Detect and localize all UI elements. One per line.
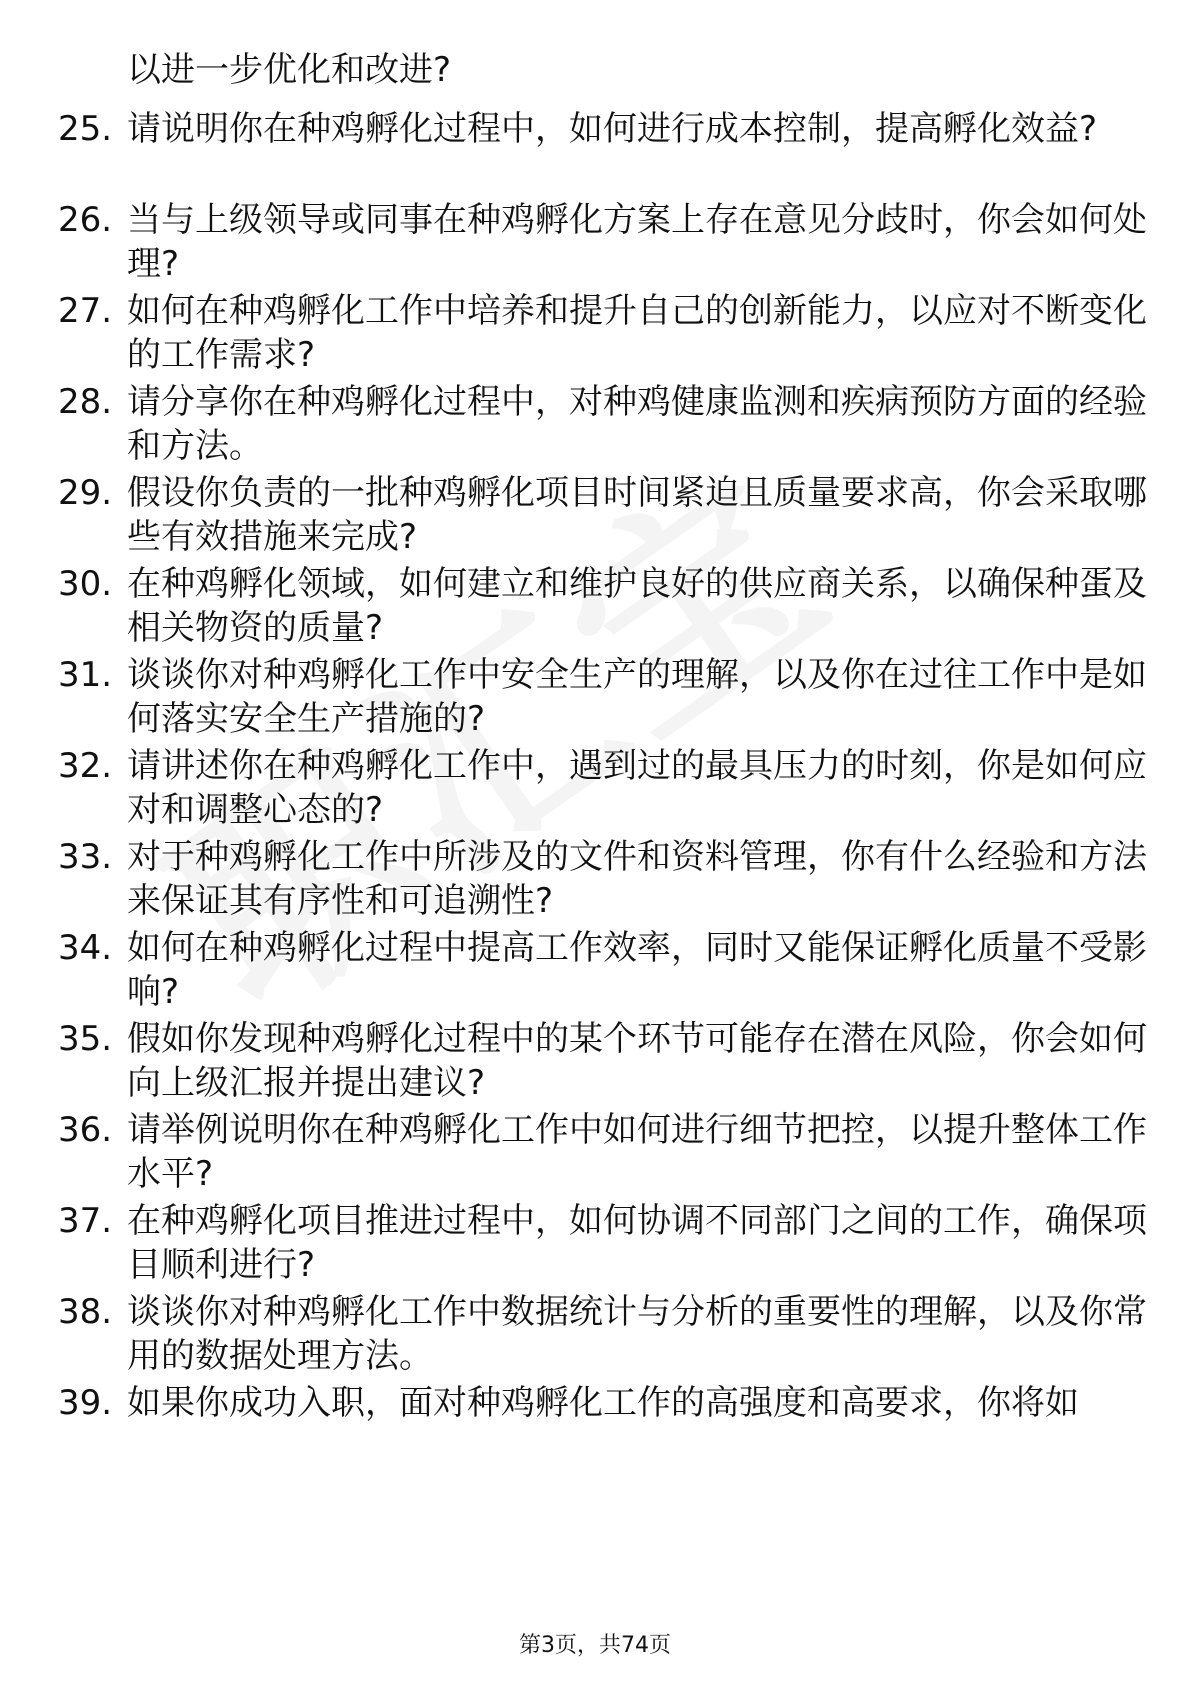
- item-number: 30.: [58, 564, 113, 604]
- item-number: 31.: [58, 655, 113, 695]
- item-text: 当与上级领导或同事在种鸡孵化方案上存在意见分歧时，你会如何处理?: [127, 200, 1147, 284]
- item-number: 33.: [58, 837, 113, 877]
- item-text: 如何在种鸡孵化过程中提高工作效率，同时又能保证孵化质量不受影响?: [127, 928, 1147, 1012]
- item-text: 假设你负责的一批种鸡孵化项目时间紧迫且质量要求高，你会采取哪些有效措施来完成?: [127, 473, 1147, 557]
- item-number: 38.: [58, 1292, 113, 1332]
- item-text: 谈谈你对种鸡孵化工作中数据统计与分析的重要性的理解，以及你常用的数据处理方法。: [127, 1292, 1147, 1376]
- item-text: 请讲述你在种鸡孵化工作中，遇到过的最具压力的时刻，你是如何应对和调整心态的?: [127, 746, 1147, 830]
- page-footer: 第3页，共74页: [519, 1633, 671, 1658]
- item-text: 在种鸡孵化领域，如何建立和维护良好的供应商关系，以确保种蛋及相关物资的质量?: [127, 564, 1147, 648]
- item-text: 假如你发现种鸡孵化过程中的某个环节可能存在潜在风险，你会如何向上级汇报并提出建议?: [127, 1019, 1147, 1103]
- continuation-line: 以进一步优化和改进?: [127, 50, 452, 90]
- item-text: 请分享你在种鸡孵化过程中，对种鸡健康监测和疾病预防方面的经验和方法。: [127, 382, 1147, 466]
- item-number: 34.: [58, 928, 113, 968]
- item-number: 28.: [58, 382, 113, 422]
- item-number: 25.: [58, 109, 113, 149]
- item-number: 26.: [58, 200, 113, 240]
- item-text: 谈谈你对种鸡孵化工作中安全生产的理解，以及你在过往工作中是如何落实安全生产措施的?: [127, 655, 1147, 739]
- item-text: 如何在种鸡孵化工作中培养和提升自己的创新能力，以应对不断变化的工作需求?: [127, 291, 1147, 375]
- item-number: 29.: [58, 473, 113, 513]
- item-number: 39.: [58, 1383, 113, 1423]
- item-number: 32.: [58, 746, 113, 786]
- item-number: 35.: [58, 1019, 113, 1059]
- item-number: 36.: [58, 1110, 113, 1150]
- item-text: 在种鸡孵化项目推进过程中，如何协调不同部门之间的工作，确保项目顺利进行?: [127, 1201, 1147, 1285]
- item-number: 27.: [58, 291, 113, 331]
- item-text: 对于种鸡孵化工作中所涉及的文件和资料管理，你有什么经验和方法来保证其有序性和可追溯性?: [127, 837, 1147, 921]
- item-text: 请举例说明你在种鸡孵化工作中如何进行细节把控，以提升整体工作水平?: [127, 1110, 1147, 1194]
- item-number: 37.: [58, 1201, 113, 1241]
- item-text: 请说明你在种鸡孵化过程中，如何进行成本控制，提高孵化效益?: [127, 109, 1098, 149]
- item-text: 如果你成功入职，面对种鸡孵化工作的高强度和高要求，你将如: [127, 1383, 1079, 1423]
